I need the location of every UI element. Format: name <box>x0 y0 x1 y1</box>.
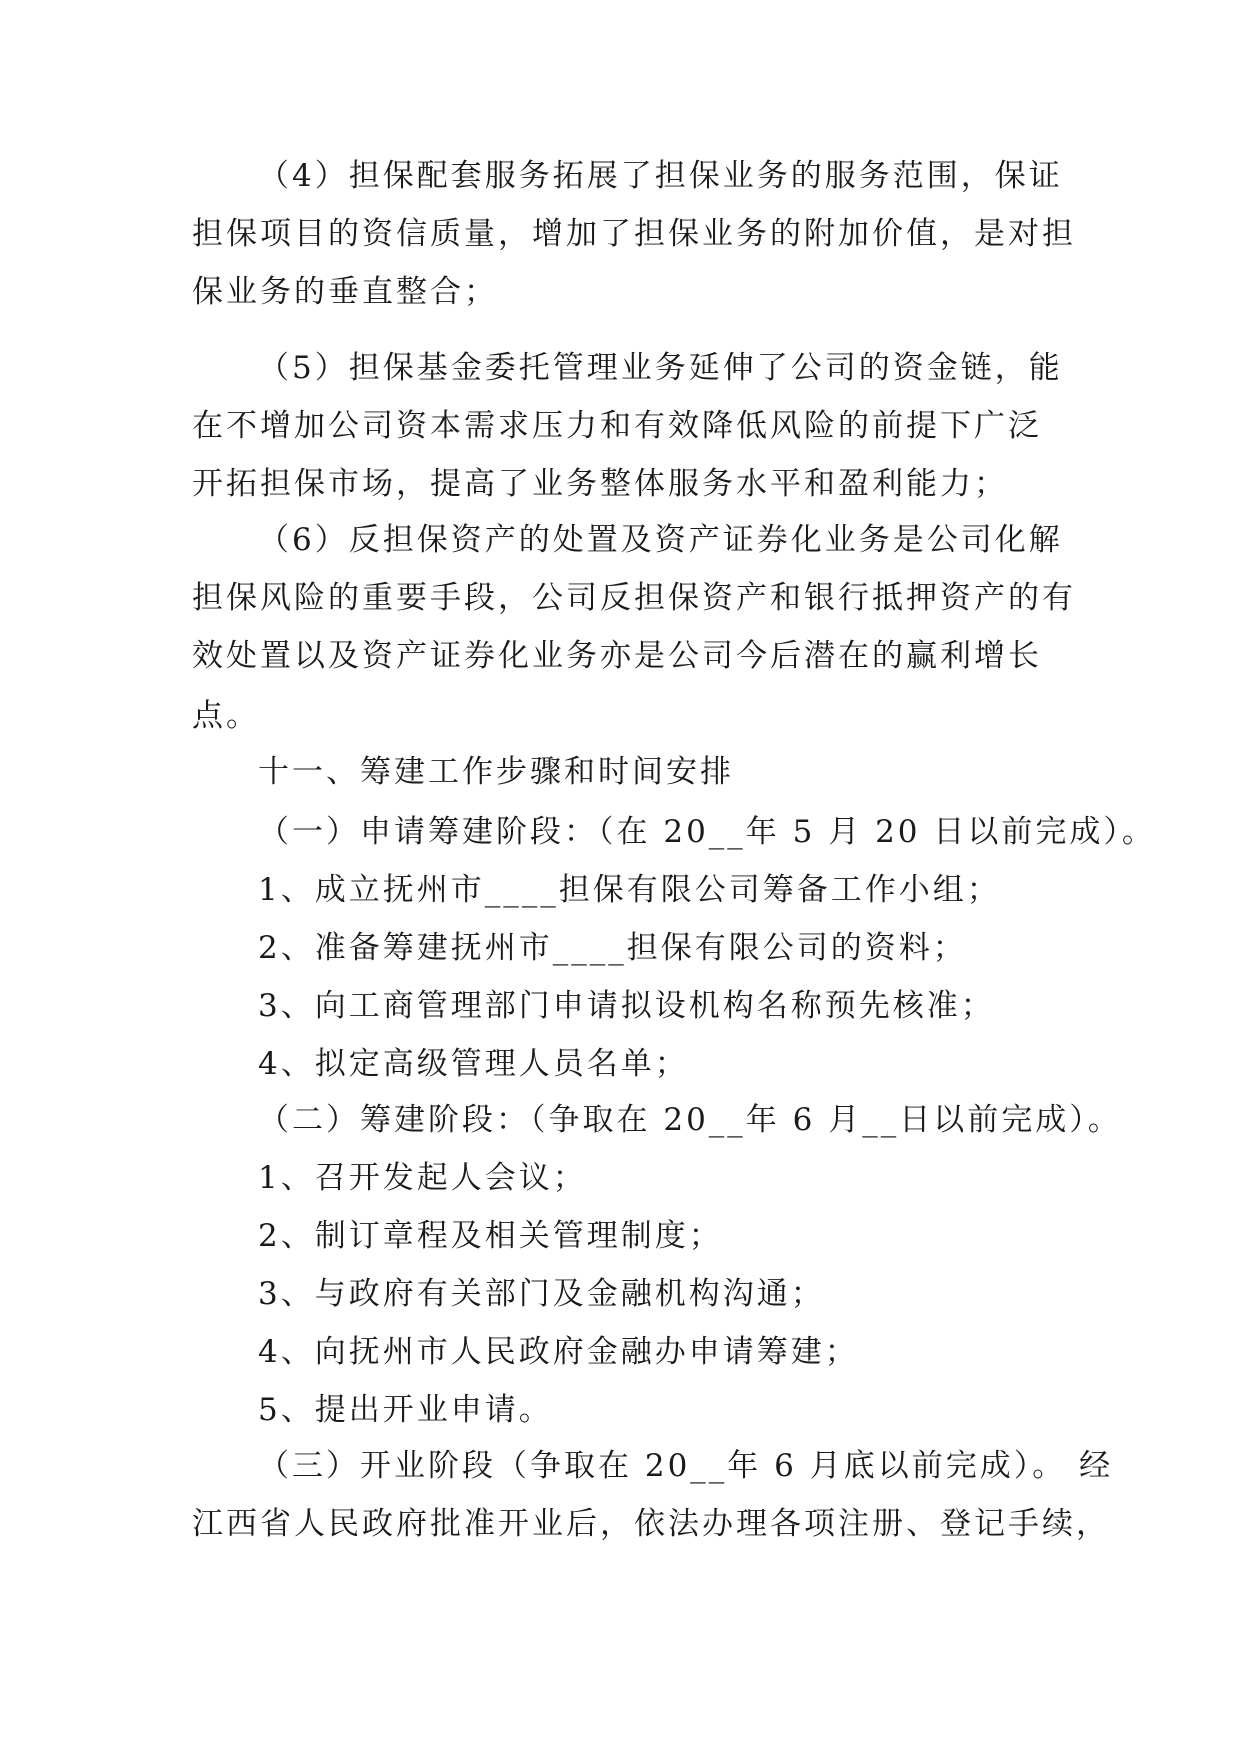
stage-2-item-5: 5、提出开业申请。 <box>258 1392 553 1428</box>
stage-1-item-1: 1、成立抚州市____担保有限公司筹备工作小组； <box>258 872 1001 908</box>
stage-2-item-3: 3、与政府有关部门及金融机构沟通； <box>258 1276 825 1312</box>
stage-1-item-3: 3、向工商管理部门申请拟设机构名称预先核准； <box>258 988 995 1024</box>
stage-2-item-4: 4、向抚州市人民政府金融办申请筹建； <box>258 1334 859 1370</box>
stage-2-title: （二）筹建阶段：（争取在 20__年 6 月__日以前完成）。 <box>258 1102 1122 1138</box>
paragraph-4-line-3: 保业务的垂直整合； <box>192 274 498 310</box>
stage-1-item-4: 4、拟定高级管理人员名单； <box>258 1046 689 1082</box>
paragraph-4-line-2: 担保项目的资信质量，增加了担保业务的附加价值，是对担 <box>192 216 1076 252</box>
paragraph-5-line-3: 开拓担保市场，提高了业务整体服务水平和盈利能力； <box>192 466 1008 502</box>
section-title: 十一、筹建工作步骤和时间安排 <box>258 754 734 790</box>
paragraph-6-line-1: （6）反担保资产的处置及资产证券化业务是公司化解 <box>258 522 1063 558</box>
stage-2-item-2: 2、制订章程及相关管理制度； <box>258 1218 723 1254</box>
stage-1-item-2: 2、准备筹建抚州市____担保有限公司的资料； <box>258 930 967 966</box>
paragraph-5-line-2: 在不增加公司资本需求压力和有效降低风险的前提下广泛 <box>192 408 1042 444</box>
stage-3-line-2: 江西省人民政府批准开业后，依法办理各项注册、登记手续， <box>192 1506 1110 1542</box>
paragraph-4-line-1: （4）担保配套服务拓展了担保业务的服务范围，保证 <box>258 158 1063 194</box>
paragraph-6-line-4: 点。 <box>192 698 260 734</box>
stage-1-title: （一）申请筹建阶段：（在 20__年 5 月 20 日以前完成）。 <box>258 814 1156 850</box>
stage-3-line-1: （三）开业阶段（争取在 20__年 6 月底以前完成）。 经 <box>258 1448 1114 1484</box>
paragraph-5-line-1: （5）担保基金委托管理业务延伸了公司的资金链，能 <box>258 350 1063 386</box>
paragraph-6-line-2: 担保风险的重要手段，公司反担保资产和银行抵押资产的有 <box>192 580 1076 616</box>
stage-2-item-1: 1、召开发起人会议； <box>258 1160 587 1196</box>
paragraph-6-line-3: 效处置以及资产证券化业务亦是公司今后潜在的赢利增长 <box>192 638 1042 674</box>
